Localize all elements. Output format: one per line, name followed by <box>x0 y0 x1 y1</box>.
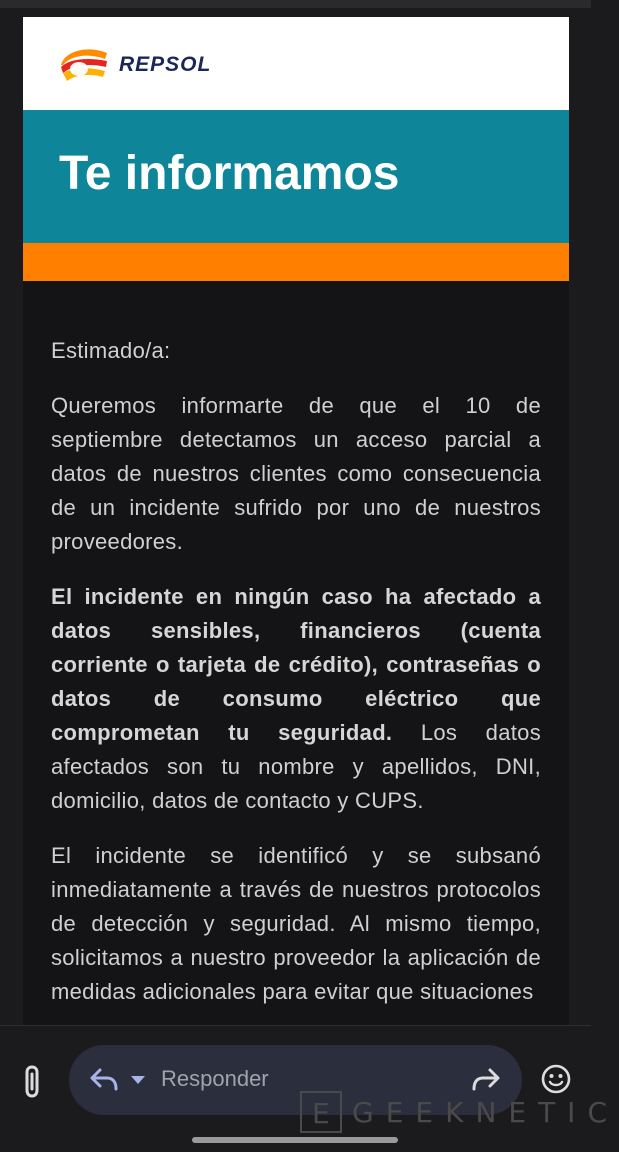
repsol-logo-icon <box>57 45 111 83</box>
paperclip-icon[interactable] <box>20 1064 46 1100</box>
brand-name: REPSOL <box>119 53 212 76</box>
paragraph-3: El incidente se identificó y se subsanó inmediatamente a través de nuestros protocolos de detección y seguridad. Al mismo tiempo, solicitamos a nuestro proveedor la aplicación de medidas adicionales para evitar que situaciones <box>51 843 541 1004</box>
watermark-box <box>300 1091 342 1133</box>
home-indicator[interactable] <box>192 1137 398 1143</box>
email-content[interactable] <box>23 17 569 1027</box>
greeting: Estimado/a: <box>51 338 171 363</box>
watermark-letter: E <box>312 1097 342 1130</box>
paragraph-1: Queremos informarte de que el 10 de septiembre detectamos un acceso parcial a datos de nuestros clientes como consecuencia de un incidente sufrido por uno de nuestros proveedores. <box>51 393 541 554</box>
watermark <box>300 1090 619 1134</box>
paragraph-2 <box>51 580 541 818</box>
caret-down-icon[interactable] <box>131 1076 145 1085</box>
brand-header <box>23 17 569 110</box>
hero-title: Te informamos <box>59 147 400 200</box>
hero-banner <box>23 110 569 243</box>
paragraph-2-bold: El incidente en ningún caso ha afectado a datos sensibles, financieros (cuenta corriente o tarjeta de crédito), contraseñas o datos de consumo eléctrico que comprometan tu seguridad. <box>51 584 541 745</box>
watermark-text: GEEKNETIC <box>352 1096 619 1129</box>
email-body <box>51 334 541 1030</box>
reply-icon[interactable] <box>89 1067 119 1093</box>
reply-placeholder[interactable]: Responder <box>161 1066 269 1091</box>
accent-bar <box>23 243 569 281</box>
status-strip <box>0 0 591 8</box>
paragraph-2-rest: Los datos afectados son tu nombre y apellidos, DNI, domicilio, datos de contacto y CUPS. <box>51 720 541 813</box>
